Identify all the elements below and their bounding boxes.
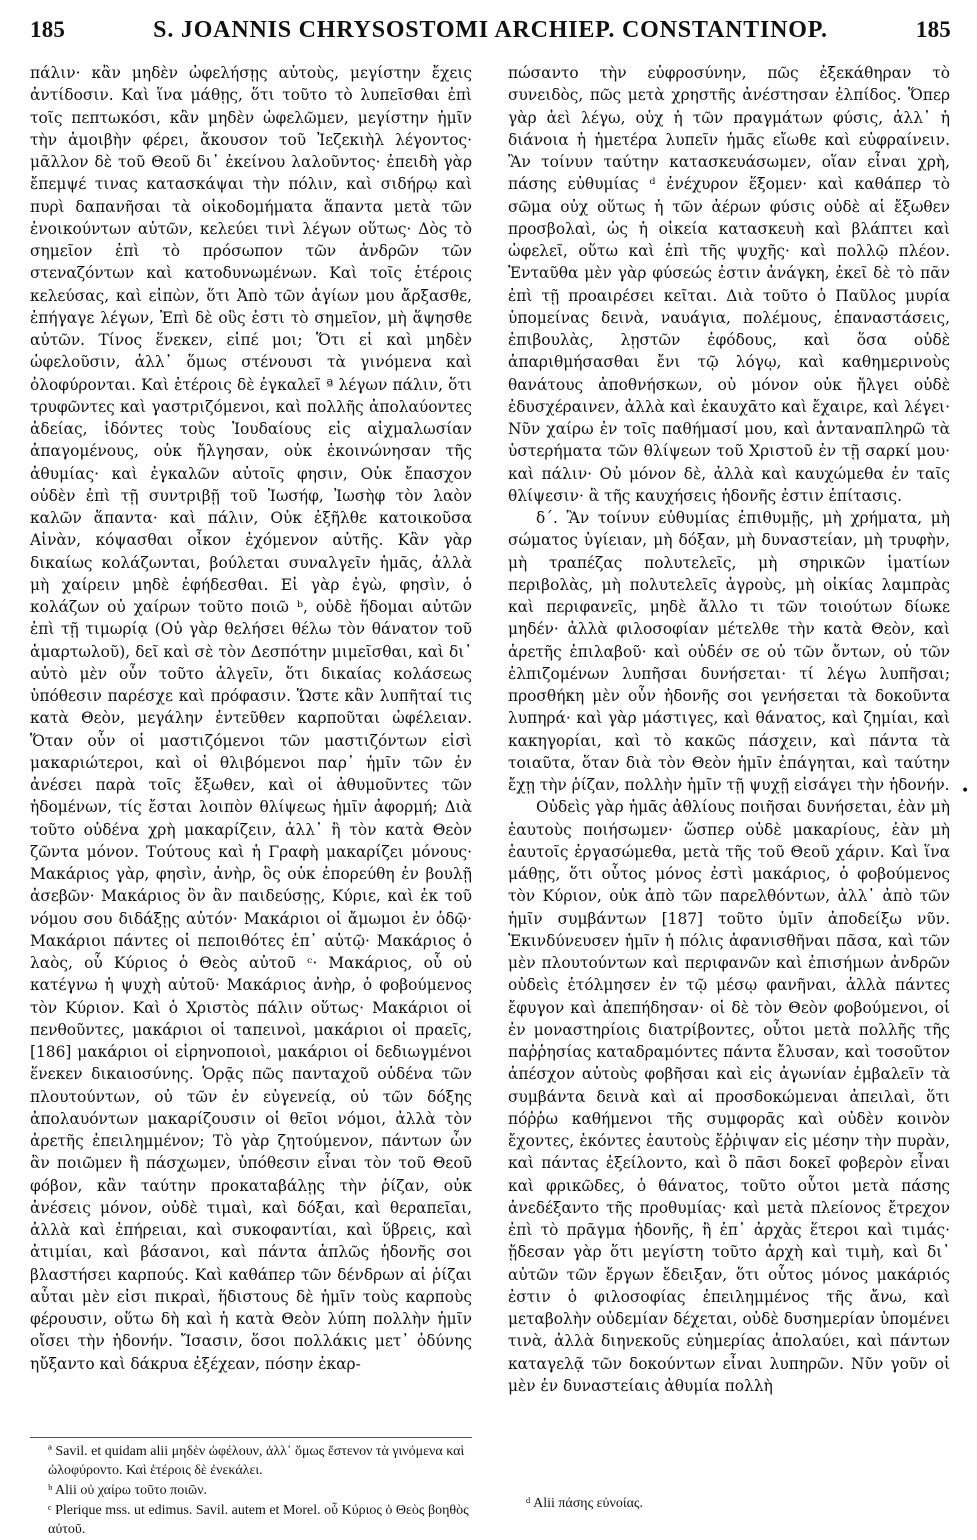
footnote: ª Savil. et quidam alii μηδὲν ὠφέλουν, ἀλλ᾽ ὅμως ἔστενον τὰ γινόμενα καὶ ὠλοφύροντο. Καὶ ἑτέροις δὲ ἐνεκάλει.	[48, 1444, 465, 1478]
left-column	[30, 62, 472, 1375]
paragraph: Οὐδεὶς γὰρ ἡμᾶς ἀθλίους ποιῆσαι δυνήσεται, ἐὰν μὴ ἑαυτοὺς ποιήσωμεν· ὥσπερ οὐδὲ μακαρίους, ἐὰν μὴ ἑαυτοῖς ἐργασώμεθα, μετὰ τῆς τοῦ Θεοῦ χάριν. Καὶ ἵνα μάθῃς, ὅτι οὗτος μόνος ἐστὶ μακάριος, ὁ φοβούμενος τὸν Κύριον, οὐκ ἀπὸ τῶν παρελθόντων, ἀλλ᾽ ἀπὸ τῶν ἡμῖν συμβάντων [187] τοῦτο ὑμῖν ἀποδείξω νῦν. Ἐκινδύνευσεν ἡμῖν ἡ πόλις ἀφανισθῆναι πᾶσα, καὶ τῶν μὲν πλουτούντων καὶ περιφανῶν καὶ ἐπισήμων ἀνδρῶν οὐδεὶς ἐτόλμησεν ἐν τῷ μέσῳ φανῆναι, ἀλλὰ πάντες ἔφυγον καὶ ἀπεπήδησαν· οἱ δὲ τὸν Θεὸν φοβούμενοι, οἱ ἐν μοναστηρίοις διατρίβοντες, οὗτοι μετὰ πολλῆς τῆς παῤῥησίας καταδραμόντες πάντα ἔλυσαν, καὶ τοσοῦτον ἀπέσχον αὐτοὺς φοβῆσαι καὶ εἰς ἀγωνίαν ἐμβαλεῖν τὰ συμβάντα δεινὰ καὶ αἱ προσδοκώμεναι ἀπειλαὶ, ὅτι πόῤῥω καθήμενοι τῆς συμφορᾶς καὶ οὐδὲν κοινὸν ἔχοντες, ἑκόντες ἑαυτοὺς ἔῤῥιψαν εἰς μέσην τὴν πυρὰν, καὶ πάντας ἐξείλοντο, καὶ ὃ πᾶσι δοκεῖ φοβερὸν εἶναι καὶ φρικῶδες, ὁ θάνατος, τοῦτο οὗτοι μετὰ πάσης ἀνεδέξαντο τῆς προθυμίας· καὶ μετὰ πλείονος ἔτρεχον ἐπὶ τὸ πρᾶγμα ἡδονῆς, ἢ ἐπ᾽ ἀρχὰς ἕτεροι καὶ τιμάς· ᾔδεσαν γὰρ ὅτι μεγίστη τοῦτο ἀρχὴ καὶ τιμὴ, καὶ δι᾽ αὐτῶν τῶν ἔργων ἔδειξαν, ὅτι οὗτος μόνος μακάριός ἐστιν ὁ φιλοσοφίας ἐπειλημμένος τῆς ἄνω, καὶ μεταβολὴν οὐδεμίαν δέχεται, οὐδὲ δυσημερίαν ὑπομένει τινὰ, ἀλλὰ διηνεκοῦς εὐημερίας ἀπολαύει, καὶ πάντων καταγελᾷ τῶν δοκούντων εἶναι λυπηρῶν. Νῦν γοῦν οἱ μὲν ἐν δυναστείαις ἀθυμία πολλὴ	[508, 798, 950, 1395]
running-title: S. JOANNIS CHRYSOSTOMI ARCHIEP. CONSTANTINOP.	[153, 16, 828, 43]
footnote: ᵈ Alii πάσης εὐνοίας.	[526, 1496, 643, 1511]
footnote: ᵇ Alii οὐ χαίρω τοῦτο ποιῶν.	[48, 1483, 208, 1498]
running-head	[30, 10, 951, 50]
page-number-left: 185	[30, 17, 66, 42]
margin-mark: •	[961, 783, 970, 799]
footnotes-right	[508, 1494, 950, 1514]
paragraph: δ΄. Ἂν τοίνυν εὐθυμίας ἐπιθυμῇς, μὴ χρήματα, μὴ σώματος ὑγίειαν, μὴ δόξαν, μὴ δυναστείαν, μὴ τρυφὴν, μὴ τραπέζας πολυτελεῖς, μὴ σηρικῶν ἱματίων περιβολὰς, μὴ πολυτελεῖς ἀγροὺς, μὴ οἰκίας λαμπρὰς καὶ περιφανεῖς, μηδὲ ἄλλο τι τῶν τοιούτων δίωκε μηδέν· ἀλλὰ φιλοσοφίαν μέτελθε τὴν κατὰ Θεὸν, καὶ ἀρετῆς ἐπιλαβοῦ· καὶ οὐδέν σε οὐ τῶν ὄντων, οὐ τῶν ἐλπιζομένων λυπῆσαι δυνήσεται· τί λέγω λυπῆσαι; προσθήκη μὲν οὖν ἡδονῆς σοι γενήσεται τὰ δοκοῦντα λυπηρά· καὶ γὰρ μάστιγες, καὶ θάνατος, καὶ ζημίαι, καὶ κακηγορίαι, καὶ τὸ κακῶς πάσχειν, καὶ πάντα τὰ τοιαῦτα, ὅταν διὰ τὸν Θεὸν ἡμῖν ἐπάγηται, καὶ ταύτην ἔχῃ τὴν ῥίζαν, πολλὴν ἡμῖν τῇ ψυχῇ εἰσάγει τὴν ἡδονήν.	[508, 509, 950, 794]
right-column	[508, 62, 950, 1397]
footnote: ᶜ Plerique mss. ut edimus. Savil. autem et Morel. οὗ Κύριος ὁ Θεὸς βοηθὸς αὐτοῦ.	[48, 1503, 469, 1537]
page-number-right: 185	[915, 17, 951, 42]
paragraph: πάλιν· κἂν μηδὲν ὠφελήσῃς αὐτοὺς, μεγίστην ἔχεις ἀντίδοσιν. Καὶ ἵνα μάθῃς, ὅτι τοῦτο τὸ λυπεῖσθαι ἐπὶ τοῖς πεπτωκόσι, κἂν μηδὲν ὠφελῶμεν, μεγίστην ἡμῖν τὴν ἀμοιβὴν φέρει, ἄκουσον τοῦ Ἰεζεκιὴλ λέγοντος· μᾶλλον δὲ τοῦ Θεοῦ δι᾽ ἐκείνου λαλοῦντος· ἐπειδὴ γὰρ ἔπεμψέ τινας κατασκάψαι τὴν πόλιν, καὶ σιδήρῳ καὶ πυρὶ δαπανῆσαι τὰ οἰκοδομήματα ἅπαντα μετὰ τῶν ἐνοικούντων αὐτῶν, κελεύει τινὶ λέγων οὕτως· Δὸς τὸ σημεῖον ἐπὶ τὸ πρόσωπον τῶν ἀνδρῶν τῶν στεναζόντων καὶ κατοδυνωμένων. Καὶ τοῖς ἑτέροις κελεύσας, καὶ εἰπὼν, ὅτι Ἀπὸ τῶν ἁγίων μου ἄρξασθε, ἐπήγαγε λέγων, Ἐπὶ δὲ οὓς ἐστι τὸ σημεῖον, μὴ ἅψησθε αὐτῶν. Τίνος ἕνεκεν, εἰπέ μοι; Ὅτι εἰ καὶ μηδὲν ὠφελοῦσιν, ἀλλ᾽ ὅμως στένουσι τὰ γινόμενα καὶ ὀλοφύρονται. Καὶ ἑτέροις δὲ ἐγκαλεῖ ª λέγων πάλιν, ὅτι τρυφῶντες καὶ γαστριζόμενοι, καὶ πολλῆς ἀπολαύοντες ἀδείας, ἰδόντες τοὺς Ἰουδαίους εἰς αἰχμαλωσίαν ἀπαγομένους, οὐκ ἤλγησαν, οὐκ ἐκοινώνησαν τῆς ἀθυμίας· καὶ ἐγκαλῶν αὐτοῖς φησιν, Οὐκ ἔπασχον οὐδὲν ἐπὶ τῇ συντριβῇ τοῦ Ἰωσήφ, Ἰωσὴφ τὸν λαὸν καλῶν ἅπαντα· καὶ πάλιν, Οὐκ ἐξῆλθε κατοικοῦσα Αἰνὰν, κόψασθαι οἶκον ἐχόμενον αὐτῆς. Κἂν γὰρ δικαίως κολάζωνται, βούλεται συναλγεῖν ἡμᾶς, ἀλλὰ μὴ χαίρειν μηδὲ ἐφήδεσθαι. Εἰ γὰρ ἐγὼ, φησὶν, ὁ κολάζων οὐ χαίρων τοῦτο ποιῶ ᵇ, οὐδὲ ἥδομαι αὐτῶν ἐπὶ τῇ τιμωρίᾳ (Οὐ γὰρ θελήσει θέλω τὸν θάνατον τοῦ ἁμαρτωλοῦ), δεῖ καὶ σὲ τὸν Δεσπότην μιμεῖσθαι, καὶ δι᾽ αὐτὸ μὲν οὖν τοῦτο ἀλγεῖν, ὅτι δικαίας κολάσεως ὑπόθεσιν παρέσχε καὶ πρόφασιν. Ὥστε κἂν λυπῆταί τις κατὰ Θεὸν, μεγάλην ἐντεῦθεν καρποῦται ὠφέλειαν. Ὅταν οὖν οἱ μαστιζόμενοι τῶν μαστιζόντων εἰσὶ μακαριώτεροι, καὶ οἱ θλιβόμενοι παρ᾽ ἡμῖν τῶν ἐν ἀνέσει παρὰ τοῖς ἔξωθεν, καὶ οἱ ἀθυμοῦντες τῶν ἡδομένων, τίς ἔσται λοιπὸν θλίψεως ἡμῖν ἀφορμή; Διὰ τοῦτο οὐδένα χρὴ μακαρίζειν, ἀλλ᾽ ἢ τὸν κατὰ Θεὸν ζῶντα μόνον. Τούτους καὶ ἡ Γραφὴ μακαρίζει μόνους· Μακάριος γὰρ, φησὶν, ἀνὴρ, ὃς οὐκ ἐπορεύθη ἐν βουλῇ ἀσεβῶν· Μακάριος ὃν ἂν παιδεύσῃς, Κύριε, καὶ ἐκ τοῦ νόμου σου διδάξῃς αὐτόν· Μακάριοι οἱ ἄμωμοι ἐν ὁδῷ· Μακάριοι πάντες οἱ πεποιθότες ἐπ᾽ αὐτῷ· Μακάριος ὁ λαὸς, οὗ Κύριος ὁ Θεὸς αὐτοῦ ᶜ· Μακάριος, οὗ οὐ κατέγνω ἡ ψυχὴ αὐτοῦ· Μακάριος ἀνὴρ, ὁ φοβούμενος τὸν Κύριον. Καὶ ὁ Χριστὸς πάλιν οὕτως· Μακάριοι οἱ πενθοῦντες, μακάριοι οἱ ταπεινοὶ, μακάριοι οἱ πραεῖς, [186] μακάριοι οἱ εἰρηνοποιοὶ, μακάριοι οἱ δεδιωγμένοι ἕνεκεν δικαιοσύνης. Ὁρᾷς πῶς πανταχοῦ οὐδένα τῶν πλουτούντων, οὐ τῶν ἐν εὐγενείᾳ, οὐ τῶν δόξης ἀπολαυόντων μακαρίζουσιν οἱ θεῖοι νόμοι, ἀλλὰ τὸν ἀρετῆς ἐπειλημμένον; Τὸ γὰρ ζητούμενον, πάντων ὧν ἂν ποιῶμεν ἢ πάσχωμεν, ὑπόθεσιν εἶναι τὸν τοῦ Θεοῦ φόβον, κἂν ταύτην προκαταβάλῃς τὴν ῥίζαν, οὐκ ἀνέσεις μόνον, οὐδὲ τιμαὶ, καὶ δόξαι, καὶ θεραπεῖαι, ἀλλὰ καὶ ἐπήρειαι, καὶ συκοφαντίαι, καὶ ὕβρεις, καὶ ἀτιμίαι, καὶ βάσανοι, καὶ πάντα ἁπλῶς ἡδονῆς σοι βλαστήσει καρπούς. Καὶ καθάπερ τῶν δένδρων αἱ ῥίζαι αὗται μὲν εἰσι πικραὶ, ἥδιστους δὲ ἡμῖν τοὺς καρποὺς φέρουσιν, οὕτω δὴ καὶ ἡ κατὰ Θεὸν λύπη πολλὴν ἡμῖν οἴσει τὴν ἡδονήν. Ἴσασιν, ὅσοι πολλάκις μετ᾽ ὀδύνης ηὔξαντο καὶ δάκρυα ἐξέχεαν, πόσην ἐκαρ-	[30, 64, 472, 1373]
footnotes-left	[30, 1437, 472, 1540]
paragraph: πώσαντο τὴν εὐφροσύνην, πῶς ἐξεκάθηραν τὸ συνειδὸς, πῶς μετὰ χρηστῆς ἀνέστησαν ἐλπίδος. Ὅπερ γὰρ ἀεὶ λέγω, οὐχ ἡ τῶν πραγμάτων φύσις, ἀλλ᾽ ἡ διάνοια ἡ ἡμετέρα λυπεῖν ἡμᾶς εἴωθε καὶ εὐφραίνειν. Ἂν τοίνυν ταύτην κατασκευάσωμεν, οἵαν εἶναι χρὴ, πάσης εὐθυμίας ᵈ ἐνέχυρον ἕξομεν· καὶ καθάπερ τὸ σῶμα οὐχ οὕτως ἡ τῶν ἀέρων φύσις οὐδὲ αἱ ἔξωθεν προσβολαὶ, ὡς ἡ οἰκεία κατασκευὴ καὶ βλάπτει καὶ ὠφελεῖ, οὕτω καὶ ἐπὶ τῆς ψυχῆς· καὶ πολλῷ πλέον. Ἐνταῦθα μὲν γὰρ φύσεώς ἐστιν ἀνάγκη, ἐκεῖ δὲ τὸ πᾶν ἐπὶ τῇ προαιρέσει κεῖται. Διὰ τοῦτο ὁ Παῦλος μυρία ὑπομείνας δεινὰ, ναυάγια, πολέμους, ἐπαναστάσεις, ἐπιβουλὰς, λῃστῶν ἐφόδους, καὶ ὅσα οὐδὲ ἀπαριθμήσασθαι ἔνι τῷ λόγῳ, καὶ καθημερινοὺς θανάτους ἀποθνήσκων, οὐ μόνον οὐκ ἤλγει οὐδὲ ἐδυσχέραινεν, ἀλλὰ καὶ ἐκαυχᾶτο καὶ ἔχαιρε, καὶ λέγει· Νῦν χαίρω ἐν τοῖς παθήμασί μου, καὶ ἀνταναπληρῶ τὰ ὑστερήματα τῶν θλίψεων τοῦ Χριστοῦ ἐν τῇ σαρκί μου· καὶ πάλιν· Οὐ μόνον δὲ, ἀλλὰ καὶ καυχώμεθα ἐν ταῖς θλίψεσιν· ἃ τῆς καυχήσεις ἡδονῆς ἐστιν ἐπίτασις.	[508, 64, 950, 505]
